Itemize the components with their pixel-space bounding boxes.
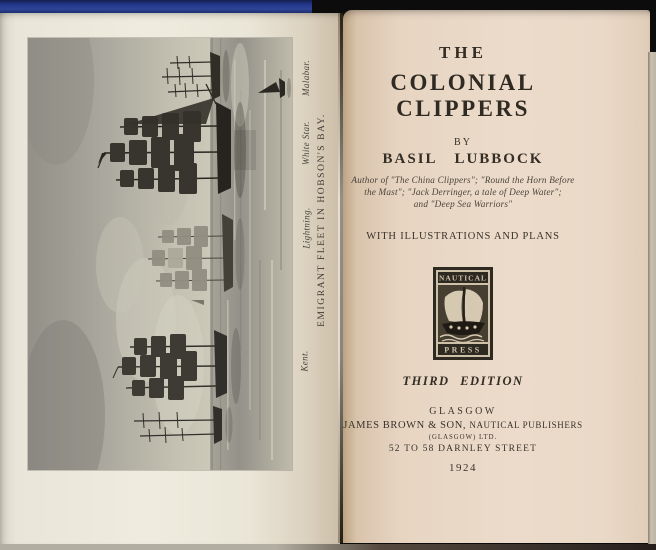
author-credits-line2: the Mast"; "Jack Derringer, a tale of Deep Water"; [364,186,562,197]
book-cover-edge [0,0,312,13]
publication-year: 1924 [449,462,477,474]
publisher-descriptor: NAUTICAL PUBLISHERS [469,420,583,430]
frontispiece-page: Malabar. White Star. Lightning. Kent. EMIGRANT FLEET IN HOBSON'S BAY. [0,13,340,544]
frontispiece-illustration [28,38,292,470]
edition-note: THIRD EDITION [402,374,524,388]
author-name: BASIL LUBBOCK [382,151,544,167]
author-credits-line1: Author of "The China Clippers"; "Round the Horn Before [351,175,575,185]
page-title: COLONIAL CLIPPERS [390,70,536,121]
emblem-word-press: PRESS [444,345,482,355]
by-label: BY [454,137,472,148]
publisher-name: JAMES BROWN & SON, [343,420,467,431]
title-page [343,10,650,543]
illustrations-note: WITH ILLUSTRATIONS AND PLANS [366,231,560,242]
photo-bottom-edge [0,544,656,550]
author-credits-line3: and "Deep Sea Warriors" [413,198,513,209]
imprint-city: GLASGOW [429,406,497,417]
frontispiece-plate [28,38,292,470]
title-the: THE [439,43,487,62]
title-page-text [343,10,583,543]
publisher-address: 52 TO 58 DARNLEY STREET [388,444,538,454]
nautical-press-emblem [433,267,493,360]
publisher-sub: (GLASGOW) LTD. [428,434,498,441]
author-credits [343,175,583,210]
emblem-word-nautical: NAUTICAL [438,273,488,283]
publisher-line [343,420,583,431]
printer-device-icon [433,267,493,360]
page-fore-edge [648,52,656,544]
